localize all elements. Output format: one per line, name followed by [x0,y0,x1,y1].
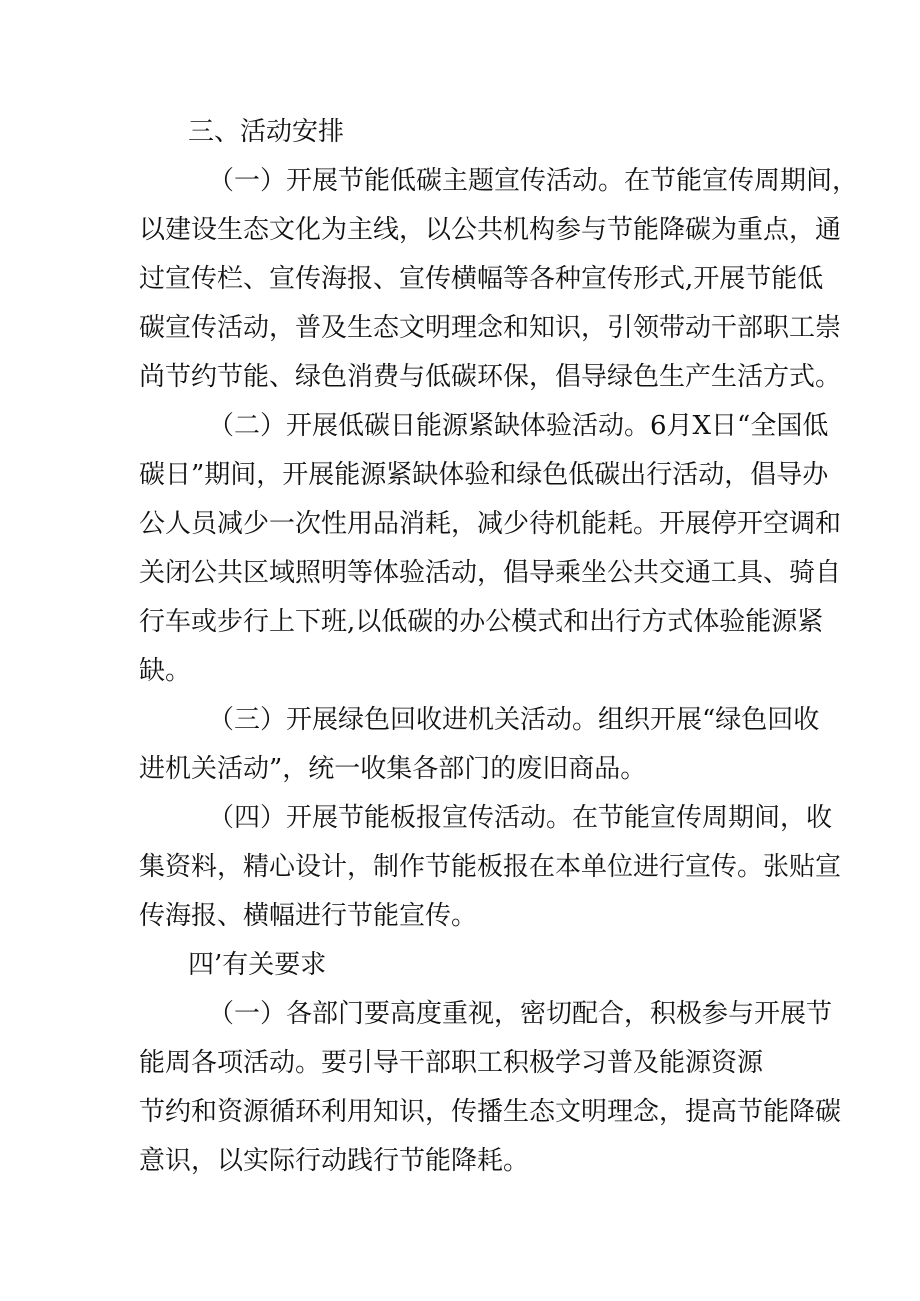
paragraph-line: 集资料，精心设计，制作节能板报在本单位进行宣传。张贴宣 [139,852,842,882]
section-heading: 四’有关要求 [188,950,327,980]
paragraph-line: 公人员减少一次性用品消耗，减少待机能耗。开展停开空调和 [139,509,842,539]
paragraph-line: 意识，以实际行动践行节能降耗。 [139,1146,530,1176]
paragraph-line: 碳日”期间，开展能源紧缺体验和绿色低碳出行活动，倡导办 [139,460,829,490]
paragraph-line: 关闭公共区域照明等体验活动，倡导乘坐公共交通工具、骑自 [139,558,842,588]
paragraph-line: 尚节约节能、绿色消费与低碳环保，倡导绿色生产生活方式。 [139,362,842,392]
paragraph-line: 进机关活动”，统一收集各部门的废旧商品。 [139,754,647,784]
paragraph-line: 过宣传栏、宣传海报、宣传横幅等各种宣传形式,开展节能低 [139,264,824,294]
paragraph-line: 能周各项活动。要引导干部职工积极学习普及能源资源 [139,1048,764,1078]
paragraph-line: 传海报、横幅进行节能宣传。 [139,901,478,931]
paragraph-line: 行车或步行上下班,以低碳的办公模式和出行方式体验能源紧 [139,607,824,637]
paragraph-line: 节约和资源循环利用知识，传播生态文明理念，提高节能降碳 [139,1097,842,1127]
paragraph-line: （四）开展节能板报宣传活动。在节能宣传周期间，收 [208,803,833,833]
paragraph-line: 碳宣传活动，普及生态文明理念和知识，引领带动干部职工崇 [139,313,842,343]
paragraph-line: 缺。 [139,656,192,686]
section-heading: 三、活动安排 [188,117,345,147]
paragraph-line: （一）开展节能低碳主题宣传活动。在节能宣传周期间， [208,166,859,196]
paragraph-line: （一）各部门要高度重视，密切配合，积极参与开展节 [208,999,833,1029]
paragraph-line: （二）开展低碳日能源紧缺体验活动。6月X日“全国低 [208,411,829,441]
paragraph-line: 以建设生态文化为主线，以公共机构参与节能降碳为重点，通 [139,215,842,245]
paragraph-line: （三）开展绿色回收进机关活动。组织开展“绿色回收 [208,705,820,735]
